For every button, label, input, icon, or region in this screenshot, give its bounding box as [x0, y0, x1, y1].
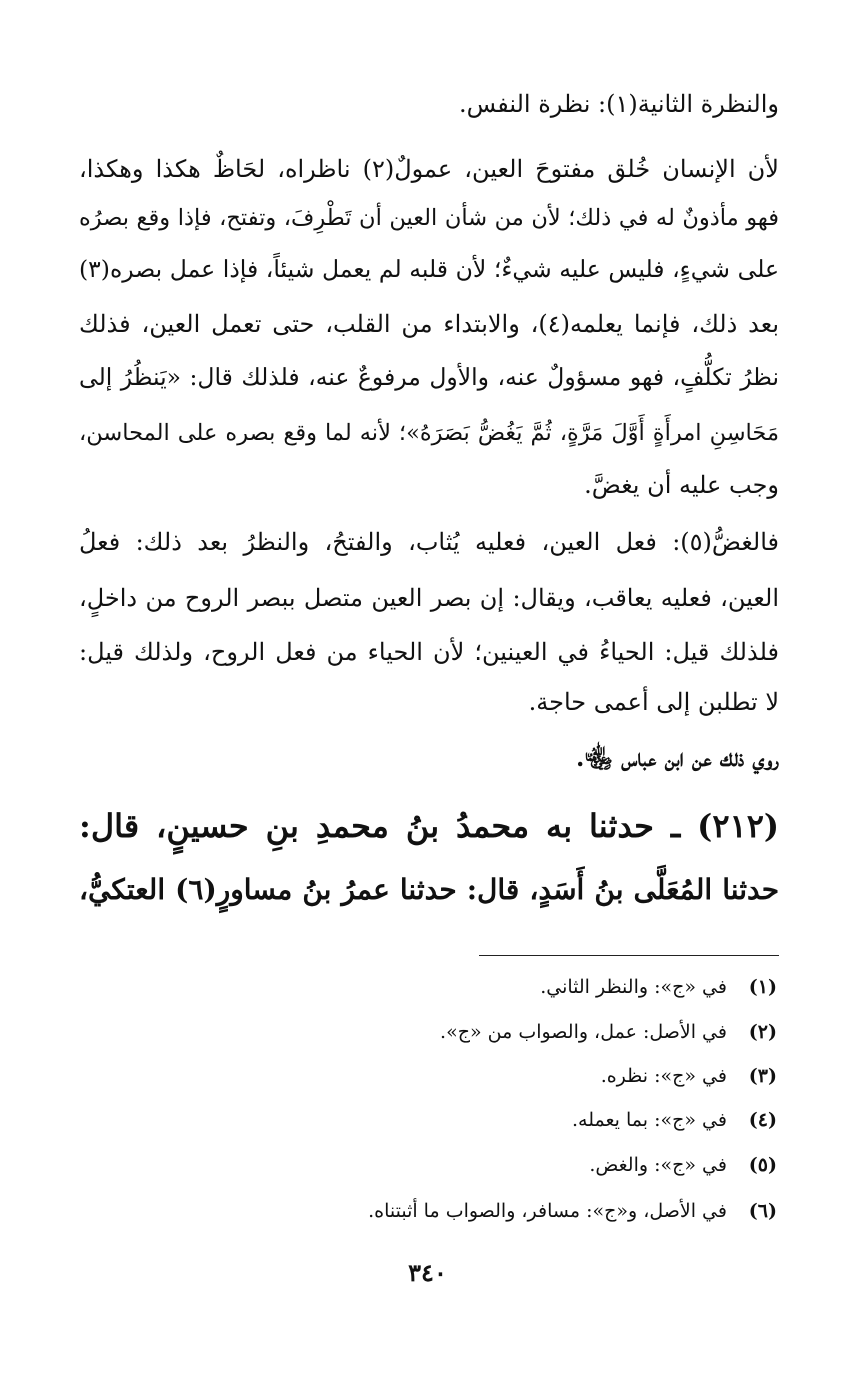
footnote-number: (٦) — [748, 1200, 777, 1222]
footnote-number: (٥) — [748, 1154, 777, 1176]
paragraph-2-line: العين، فعليه يعاقب، ويقال: إن بصر العين متصل ببصر الروح من داخلٍ، — [79, 584, 779, 612]
hadith-line: حدثنا المُعَلَّى بنُ أَسَدٍ، قال: حدثنا عمرُ بنُ مساورٍ(٦) العتكيُّ، — [79, 873, 779, 906]
footnote — [177, 1150, 777, 1180]
paragraph-1-line: وجب عليه أن يغضَّ. — [584, 471, 779, 499]
footnote-text: في «ج»: والنظر الثاني. — [540, 976, 727, 998]
paragraph-1-line: فهو مأذونٌ له في ذلك؛ لأن من شأن العين أن تَطْرِفَ، وتفتح، فإذا وقع بصرُه — [79, 205, 779, 231]
paragraph-1-line: على شيءٍ، فليس عليه شيءٌ؛ لأن قلبه لم يعمل شيئاً، فإذا عمل بصره(٣) — [79, 255, 779, 283]
section-heading-line: والنظرة الثانية(١): نظرة النفس. — [458, 90, 779, 118]
footnote — [177, 1196, 777, 1226]
paragraph-2-line: فالغضُّ(٥): فعل العين، فعليه يُثاب، والفتحُ، والنظرُ بعد ذلك: فعلُ — [79, 528, 779, 556]
paragraph-2-line: لا تطلبن إلى أعمى حاجة. — [528, 688, 779, 716]
paragraph-1-line: بعد ذلك، فإنما يعلمه(٤)، والابتداء من القلب، حتى تعمل العين، فذلك — [79, 310, 779, 338]
paragraph-1-line: مَحَاسِنِ امرأَةٍ أَوَّلَ مَرَّةٍ، ثُمَّ يَغُضُّ بَصَرَهُ»؛ لأنه لما وقع بصره على المحاسن، — [79, 420, 779, 446]
footnote-text: في الأصل، و«ج»: مسافر، والصواب ما أثبتناه. — [368, 1200, 727, 1222]
footnote — [177, 1105, 777, 1135]
footnote-number: (٣) — [748, 1065, 777, 1087]
footnote-text: في الأصل: عمل، والصواب من «ج». — [440, 1021, 727, 1043]
hadith-line: (٢١٢) ـ حدثنا به محمدُ بنُ محمدِ بنِ حسينٍ، قال: — [79, 807, 780, 845]
footnote — [177, 1017, 777, 1047]
footnote-text: في «ج»: والغض. — [589, 1154, 727, 1176]
paragraph-2-line: فلذلك قيل: الحياءُ في العينين؛ لأن الحياء من فعل الروح، ولذلك قيل: — [79, 638, 779, 666]
footnote — [177, 972, 777, 1002]
paragraph-1-line: نظرُ تكلُّفٍ، فهو مسؤولٌ عنه، والأول مرفوعٌ عنه، فلذلك قال: «يَنظُرُ إلى — [79, 363, 779, 391]
footnote-divider — [479, 955, 779, 956]
footnote — [177, 1061, 777, 1091]
footnote-text: في «ج»: بما يعمله. — [571, 1109, 727, 1131]
footnote-text: في «ج»: نظره. — [600, 1065, 727, 1087]
footnote-number: (٢) — [748, 1021, 777, 1043]
page-number: ٣٤٠ — [408, 1258, 447, 1287]
footnote-number: (١) — [748, 976, 777, 998]
paragraph-1-line: لأن الإنسان خُلق مفتوحَ العين، عمولٌ(٢) ناظراه، لحَاظٌ هكذا وهكذا، — [79, 155, 779, 183]
narration-line: روي ذلك عن ابن عباس ﵄. — [576, 743, 779, 772]
footnote-number: (٤) — [748, 1109, 777, 1131]
